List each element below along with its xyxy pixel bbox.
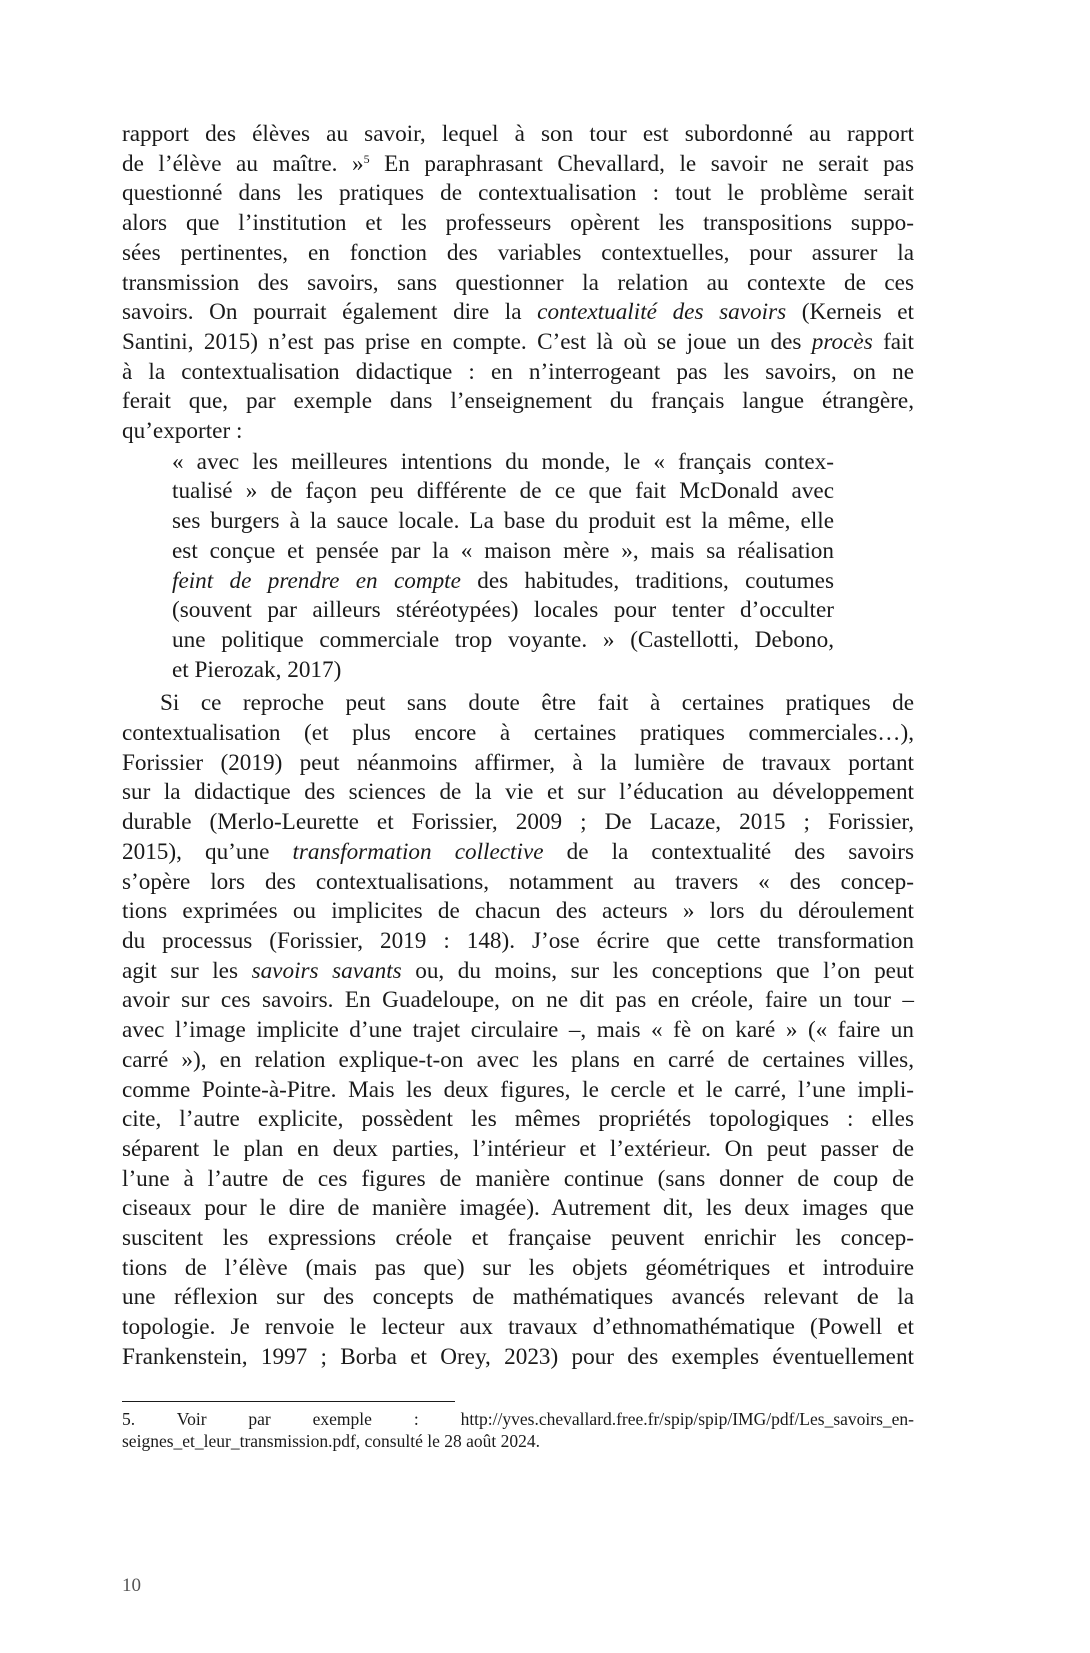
text-line: Frankenstein, 1997 ; Borba et Orey, 2023) pour des exemples éventuellement: [122, 1343, 914, 1370]
quote-line: tualisé » de façon peu différente de ce que fait McDonald avec: [172, 478, 834, 505]
text-span: fait: [872, 328, 914, 355]
text-line: questionné dans les pratiques de contextualisation : tout le problème serait: [122, 180, 914, 207]
text-span: savoirs. On pourrait également dire la: [122, 299, 538, 326]
text-line: du processus (Forissier, 2019 : 148). J’ose écrire que cette transformation: [122, 927, 914, 954]
text-line: s’opère lors des contextualisations, notamment au travers « des concep-: [122, 868, 914, 895]
text-line: Si ce reproche peut sans doute être fait à certaines pratiques de: [160, 690, 914, 717]
quote-line: une politique commerciale trop voyante. » (Castellotti, Debono,: [172, 626, 834, 653]
footnote-line[interactable]: 5. Voir par exemple : http://yves.chevallard.free.fr/spip/spip/IMG/pdf/Les_savoirs_en-: [122, 1409, 914, 1429]
text-line: topologie. Je renvoie le lecteur aux travaux d’ethnomathématique (Powell et: [122, 1314, 914, 1341]
text-line: rapport des élèves au savoir, lequel à son tour est subordonné au rapport: [122, 121, 914, 147]
paragraph-1: [122, 120, 914, 447]
quote-line: « avec les meilleures intentions du monde, le « français contex-: [172, 448, 834, 475]
quote-line: et Pierozak, 2017): [172, 656, 342, 683]
text-span: de l’élève au maître. »: [122, 150, 364, 177]
text-line: [122, 298, 914, 328]
text-line: avoir sur ces savoirs. En Guadeloupe, on ne dit pas en créole, faire un tour –: [122, 987, 914, 1014]
text-line: l’une à l’autre de ces figures de manière continue (sans donner de coup de: [122, 1165, 914, 1192]
quote-line: (souvent par ailleurs stéréotypées) locales pour tenter d’occulter: [172, 597, 834, 624]
text-span: 2015), qu’une: [122, 838, 293, 865]
text-span: de la contextualité des savoirs: [543, 838, 914, 865]
text-line: Forissier (2019) peut néanmoins affirmer, à la lumière de travaux portant: [122, 749, 914, 776]
emphasis: procès: [811, 328, 873, 355]
quote-line: est conçue et pensée par la « maison mère », mais sa réalisation: [172, 537, 834, 564]
text-line: [122, 838, 914, 868]
footnote-reference[interactable]: 5: [363, 151, 370, 166]
footnote-line: seignes_et_leur_transmission.pdf, consulté le 28 août 2024.: [122, 1431, 540, 1451]
text-span: Santini, 2015) n’est pas prise en compte. C’est là où se joue un des: [122, 328, 812, 355]
text-line: durable (Merlo-Leurette et Forissier, 2009 ; De Lacaze, 2015 ; Forissier,: [122, 809, 914, 836]
text-line: [122, 328, 914, 358]
block-quote: [172, 447, 834, 690]
text-span: agit sur les: [122, 957, 252, 984]
text-line: [122, 150, 914, 180]
text-line: ferait que, par exemple dans l’enseignement du français langue étrangère,: [122, 388, 914, 415]
emphasis: feint de prendre en compte: [172, 567, 461, 594]
text-line: qu’exporter :: [122, 418, 243, 445]
text-span: (Kerneis et: [786, 299, 914, 326]
text-line: une réflexion sur des concepts de mathématiques avancés relevant de la: [122, 1284, 914, 1311]
text-line: tions exprimées ou implicites de chacun des acteurs » lors du déroulement: [122, 898, 914, 925]
text-line: suscitent les expressions créole et française peuvent enrichir les concep-: [122, 1225, 914, 1252]
text-line: cite, l’autre explicite, possèdent les mêmes propriétés topologiques : elles: [122, 1106, 914, 1133]
emphasis: savoirs savants: [251, 957, 402, 984]
text-line: à la contextualisation didactique : en n’interrogeant pas les savoirs, on ne: [122, 358, 914, 385]
text-line: sur la didactique des sciences de la vie et sur l’éducation au développement: [122, 779, 914, 806]
footnote-divider: [122, 1401, 455, 1402]
text-line: tions de l’élève (mais pas que) sur les objets géométriques et introduire: [122, 1254, 914, 1281]
text-line: sées pertinentes, en fonction des variables contextuelles, pour assurer la: [122, 239, 914, 266]
page-number: 10: [122, 1575, 141, 1596]
paragraph-2: [122, 689, 914, 1372]
emphasis: contextualité des savoirs: [537, 299, 787, 326]
text-line: avec l’image implicite d’une trajet circulaire –, mais « fè on karé » (« faire un: [122, 1017, 914, 1044]
quote-line: ses burgers à la sauce locale. La base du produit est la même, elle: [172, 508, 834, 535]
text-line: comme Pointe-à-Pitre. Mais les deux figures, le cercle et le carré, l’une impli-: [122, 1076, 914, 1103]
quote-line: [172, 567, 834, 597]
text-span: des habitudes, traditions, coutumes: [460, 567, 834, 594]
text-line: [122, 957, 914, 987]
text-line: transmission des savoirs, sans questionner la relation au contexte de ces: [122, 269, 914, 296]
text-line: séparent le plan en deux parties, l’intérieur et l’extérieur. On peut passer de: [122, 1135, 914, 1162]
page-body: [122, 120, 914, 1373]
text-line: contextualisation (et plus encore à certaines pratiques commerciales…),: [122, 720, 914, 747]
text-line: alors que l’institution et les professeurs opèrent les transpositions suppo-: [122, 210, 914, 237]
emphasis: transformation collective: [292, 838, 544, 865]
text-line: carré »), en relation explique-t-on avec les plans en carré de certaines villes,: [122, 1046, 914, 1073]
text-span: ou, du moins, sur les conceptions que l’on peut: [401, 957, 914, 984]
text-span: En paraphrasant Chevallard, le savoir ne serait pas: [369, 150, 914, 177]
footnote: [122, 1408, 914, 1452]
text-line: ciseaux pour le dire de manière imagée). Autrement dit, les deux images que: [122, 1195, 914, 1222]
